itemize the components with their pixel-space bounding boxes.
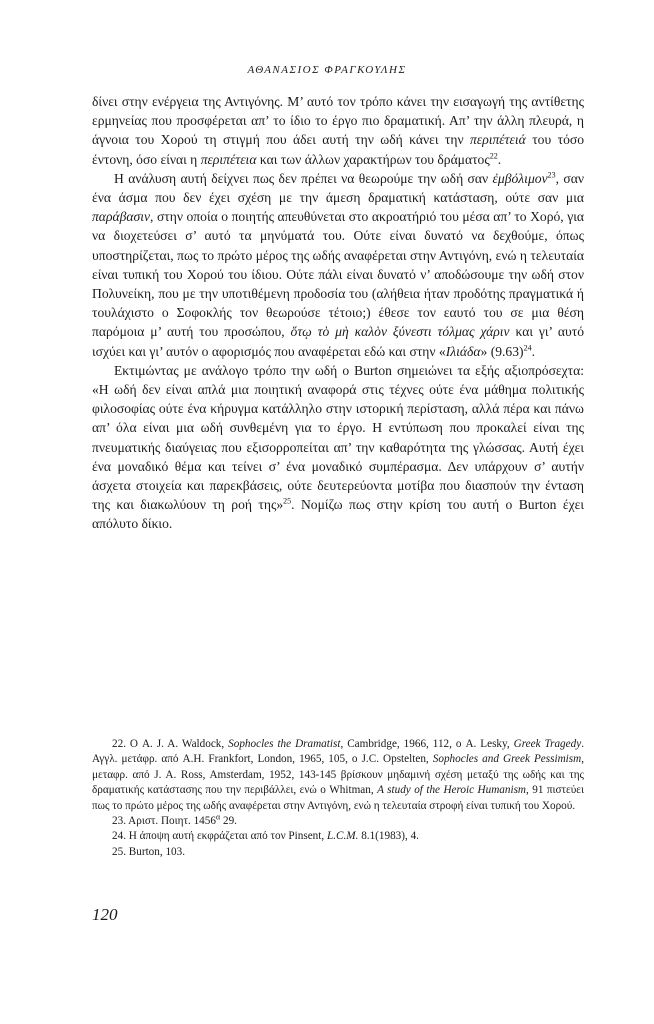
italic-text: περιπέτεια bbox=[200, 151, 257, 167]
text-run: και των άλλων χαρακτήρων του δράματος bbox=[256, 151, 490, 167]
italic-text: Sophocles and Greek Pessimism bbox=[432, 753, 582, 766]
italic-text: Sophocles the Dramatist bbox=[228, 738, 341, 750]
italic-text: περιπέτειά bbox=[470, 132, 526, 148]
footnote-ref: 24 bbox=[523, 343, 532, 353]
italic-text: A study of the Heroic Humanism bbox=[377, 784, 527, 797]
text-run: Εκτιμώντας με ανάλογο τρόπο την ωδή ο Burton σημειώνει τα εξής αξιοπρόσεχτα: «Η ωδή δεν είναι απλά μια ποιητική αναφορά στις τέχνες ούτε ένα μάθημα πολιτικής φιλοσοφίας ούτε ένα κήρυγμα κατάλληλο στην ιστορική περίσταση, αλλά πέρα και πάνω απ’ όλα είναι μια ωδή συνθεμένη για το έργο. Η εντύπωση που προκαλεί είναι της πνευματικής διαύγειας που εξισορροπείται απ’ την καθαρότητα της γλώσσας. Αυτή έχει ένα μοναδικό θέμα και τείνει σ’ ένα μοναδικό συμπέρασμα. Δεν υπάρχουν σ’ αυτήν άσχετα στοιχεία και παρεκβάσεις, ούτε δευτερεύοντα μοτίβα που διασπούν την ένταση της και διακωλύουν τη ροή της» bbox=[92, 362, 584, 513]
footnote-ref: 25 bbox=[283, 496, 292, 506]
text-run: 29. bbox=[220, 815, 237, 828]
text-run: και γι’ αυτό ισχύει και γι’ αυτόν ο αφορισμός που αναφέρεται εδώ και στην « bbox=[92, 324, 585, 359]
footnote bbox=[92, 737, 584, 814]
page-number: 120 bbox=[92, 905, 118, 924]
text-run: 22. Ο A. J. A. Waldock, bbox=[112, 738, 229, 750]
text-run: , στην οποία ο ποιητής απευθύνεται στο ακροατήριό του μέσα απ’ το Χορό, για να διοχετεύσει σ’ αυτό τα μηνύματά του. Ούτε είναι δυνατό να δεχθούμε, όπως υποστηρίζεται, πως το πρώτο μέρος της ωδής αναφέρεται στην Αντιγόνη, ενώ η τελευταία είναι τυπική του Χορού του ίδιου. Ούτε πάλι είναι δυνατό ν’ αποδώσουμε την ωδή στον Πολυνείκη, που με την υποτιθέμενη προδοσία του (αλήθεια ήταν προδότης πραγματικά ή τουλάχιστο ο Σοφοκλής τον θεωρούσε τέτοιο;) έθεσε τον εαυτό του σε μια θέση παρόμοια μ’ αυτή του προσώπου, bbox=[92, 209, 584, 340]
italic-text: L.C.M. bbox=[326, 830, 359, 843]
text-run: » (9.63) bbox=[480, 343, 524, 359]
italic-text: Greek Tragedy bbox=[513, 738, 582, 750]
footnote-ref: 23 bbox=[547, 170, 556, 180]
paragraph bbox=[92, 92, 584, 169]
text-run: 25. Burton, 103. bbox=[112, 845, 186, 858]
italic-text: Ιλιάδα bbox=[445, 343, 481, 359]
text-run: 8.1(1983), 4. bbox=[358, 830, 419, 843]
paragraph bbox=[92, 169, 584, 361]
italic-text: ὅτῳ τὸ μὴ καλὸν ξύνεστι τόλμας χάριν bbox=[290, 324, 510, 340]
running-head: ΑΘΑΝΑΣΙΟΣ ΦΡΑΓΚΟΥΛΗΣ bbox=[247, 64, 407, 76]
text-run: Η ανάλυση αυτή δείχνει πως δεν πρέπει να θεωρούμε την ωδή σαν bbox=[114, 170, 493, 186]
text-run: . Νομίζω πως στην κρίση του αυτή ο Burton έχει απόλυτο δίκιο. bbox=[92, 497, 584, 532]
paragraph bbox=[92, 361, 584, 534]
text-run: δίνει στην ενέργεια της Αντιγόνης. Μ’ αυτό τον τρόπο κάνει την εισαγωγή της αντίθετης ερμηνείας που προσφέρεται απ’ το ίδιο το έργο πιο δραματική. Απ’ την άλλη πλευρά, η άγνοια του Χορού τη στιγμή που άδει αυτή την ωδή κάνει την bbox=[92, 94, 584, 148]
italic-text: παράβασιν bbox=[92, 209, 151, 225]
footnote-ref: α bbox=[215, 812, 221, 822]
footnote bbox=[92, 845, 584, 860]
text-run: . bbox=[497, 151, 502, 167]
footnote bbox=[92, 829, 584, 844]
text-run: . bbox=[531, 343, 535, 359]
text-run: του τόσο έντονη, όσο είναι η bbox=[92, 132, 584, 167]
text-run: , μεταφρ. από J. A. Ross, Amsterdam, 1952, 143-145 βρίσκουν μηδαμινή σχέση μεταξύ της ωδής και της δραματικής κατάστασης που την περιβάλλει, ενώ ο Whitman, bbox=[92, 753, 584, 797]
footnote bbox=[92, 814, 584, 829]
body-text bbox=[92, 92, 584, 534]
italic-text: ἐμβόλιμον bbox=[492, 170, 548, 186]
footnote-ref: 22 bbox=[489, 151, 498, 161]
text-run: 24. Η άποψη αυτή εκφράζεται από τον Pinsent, bbox=[112, 830, 327, 843]
text-run: . Αγγλ. μετάφρ. από A.H. Frankfort, London, 1965, 105, ο J.C. Opstelten, bbox=[92, 738, 584, 766]
footnotes bbox=[92, 737, 584, 860]
text-run: , 91 πιστεύει πως το πρώτο μέρος της ωδής αναφέρεται στην Αντιγόνη, ενώ η τελευταία στροφή είναι τυπική του Χορού. bbox=[92, 784, 584, 812]
text-run: , Cambridge, 1966, 112, ο A. Lesky, bbox=[340, 738, 514, 750]
text-run: , σαν ένα άσμα που δεν έχει σχέση με την άμεση δραματική κατάσταση, ούτε σαν μια bbox=[92, 170, 584, 206]
text-run: 23. Αριστ. Ποιητ. 1456 bbox=[112, 815, 216, 828]
